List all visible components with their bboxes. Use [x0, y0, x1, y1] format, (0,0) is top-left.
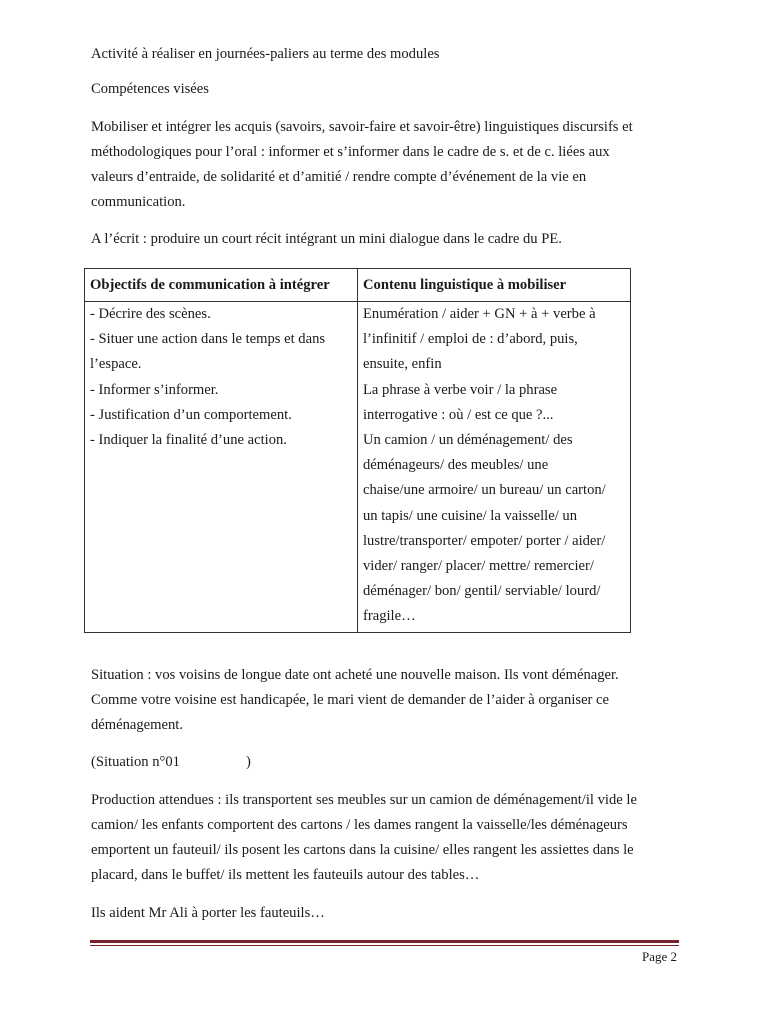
- production-paragraph: [91, 788, 691, 888]
- objectif-line: l’espace.: [90, 356, 142, 373]
- objectif-line: - Justification d’un comportement.: [90, 406, 292, 423]
- contenu-line: Un camion / un déménagement/ des: [363, 432, 573, 449]
- situation-line: Comme votre voisine est handicapée, le mari vient de demander de l’aider à organiser ce: [91, 692, 610, 708]
- contenu-line: ensuite, enfin: [363, 356, 442, 373]
- production-line: emportent un fauteuil/ ils posent les cartons dans la cuisine/ elles rangent les assiettes dans le: [91, 842, 634, 858]
- contenu-line: vider/ ranger/ placer/ mettre/ remercier/: [363, 558, 594, 575]
- header-line: Activité à réaliser en journées-paliers au terme des modules: [91, 46, 440, 62]
- table-header-objectifs: Objectifs de communication à intégrer: [85, 269, 358, 302]
- footer-rule-thin: [90, 945, 679, 946]
- closing-line: Ils aident Mr Ali à porter les fauteuils…: [91, 905, 325, 921]
- competences-line: communication.: [91, 194, 186, 210]
- situation-line: déménagement.: [91, 717, 183, 733]
- contenu-line: Enumération / aider + GN + à + verbe à: [363, 306, 596, 322]
- contenu-line: fragile…: [363, 608, 416, 625]
- situation-paragraph: [91, 663, 691, 738]
- contenu-line: déménager/ bon/ gentil/ serviable/ lourd/: [363, 583, 601, 600]
- contenu-line: déménageurs/ des meubles/ une: [363, 457, 549, 474]
- objectif-line: - Situer une action dans le temps et dans: [90, 331, 326, 348]
- competences-title: Compétences visées: [91, 81, 209, 97]
- situation-number-close: ): [245, 754, 251, 770]
- production-line: placard, dans le buffet/ ils mettent les fauteuils autour des tables…: [91, 867, 480, 883]
- page-number: Page 2: [641, 949, 677, 964]
- situation-line: Situation : vos voisins de longue date ont acheté une nouvelle maison. Ils vont déménager.: [91, 667, 619, 683]
- table-header-contenu: Contenu linguistique à mobiliser: [358, 269, 631, 302]
- objectif-line: - Indiquer la finalité d’une action.: [90, 432, 287, 449]
- production-line: Production attendues : ils transportent ses meubles sur un camion de déménagement/il vide le: [91, 792, 637, 808]
- contenu-line: interrogative : où / est ce que ?...: [363, 406, 554, 423]
- objectif-line: - Décrire des scènes.: [90, 306, 211, 322]
- ecrit-line: A l’écrit : produire un court récit intégrant un mini dialogue dans le cadre du PE.: [91, 231, 562, 247]
- contenu-line: chaise/une armoire/ un bureau/ un carton/: [363, 482, 606, 499]
- competences-line: méthodologiques pour l’oral : informer et s’informer dans le cadre de s. et de c. liées aux: [91, 144, 610, 160]
- footer-rule: [90, 940, 679, 943]
- competences-paragraph: [91, 115, 691, 215]
- objectifs-cell: [85, 302, 358, 633]
- contenu-line: un tapis/ une cuisine/ la vaisselle/ un: [363, 507, 577, 524]
- competences-line: valeurs d’entraide, de solidarité et d’amitié / rendre compte d’événement de la vie en: [91, 169, 587, 185]
- contenu-line: La phrase à verbe voir / la phrase: [363, 381, 558, 398]
- contenu-line: l’infinitif / emploi de : d’abord, puis,: [363, 331, 578, 348]
- table-header-row: [85, 269, 631, 302]
- contenu-cell: [358, 302, 631, 633]
- objectif-line: - Informer s’informer.: [90, 381, 219, 398]
- objectives-table: [84, 268, 631, 633]
- competences-line: Mobiliser et intégrer les acquis (savoirs, savoir-faire et savoir-être) linguistiques discursifs et: [91, 119, 633, 135]
- situation-number: [91, 753, 251, 771]
- situation-number-label: (Situation n°01: [91, 754, 180, 770]
- production-line: camion/ les enfants comportent des cartons / les dames rangent la vaisselle/les déménageurs: [91, 817, 628, 833]
- contenu-line: lustre/transporter/ empoter/ porter / aider/: [363, 532, 606, 549]
- table-row: [85, 302, 631, 633]
